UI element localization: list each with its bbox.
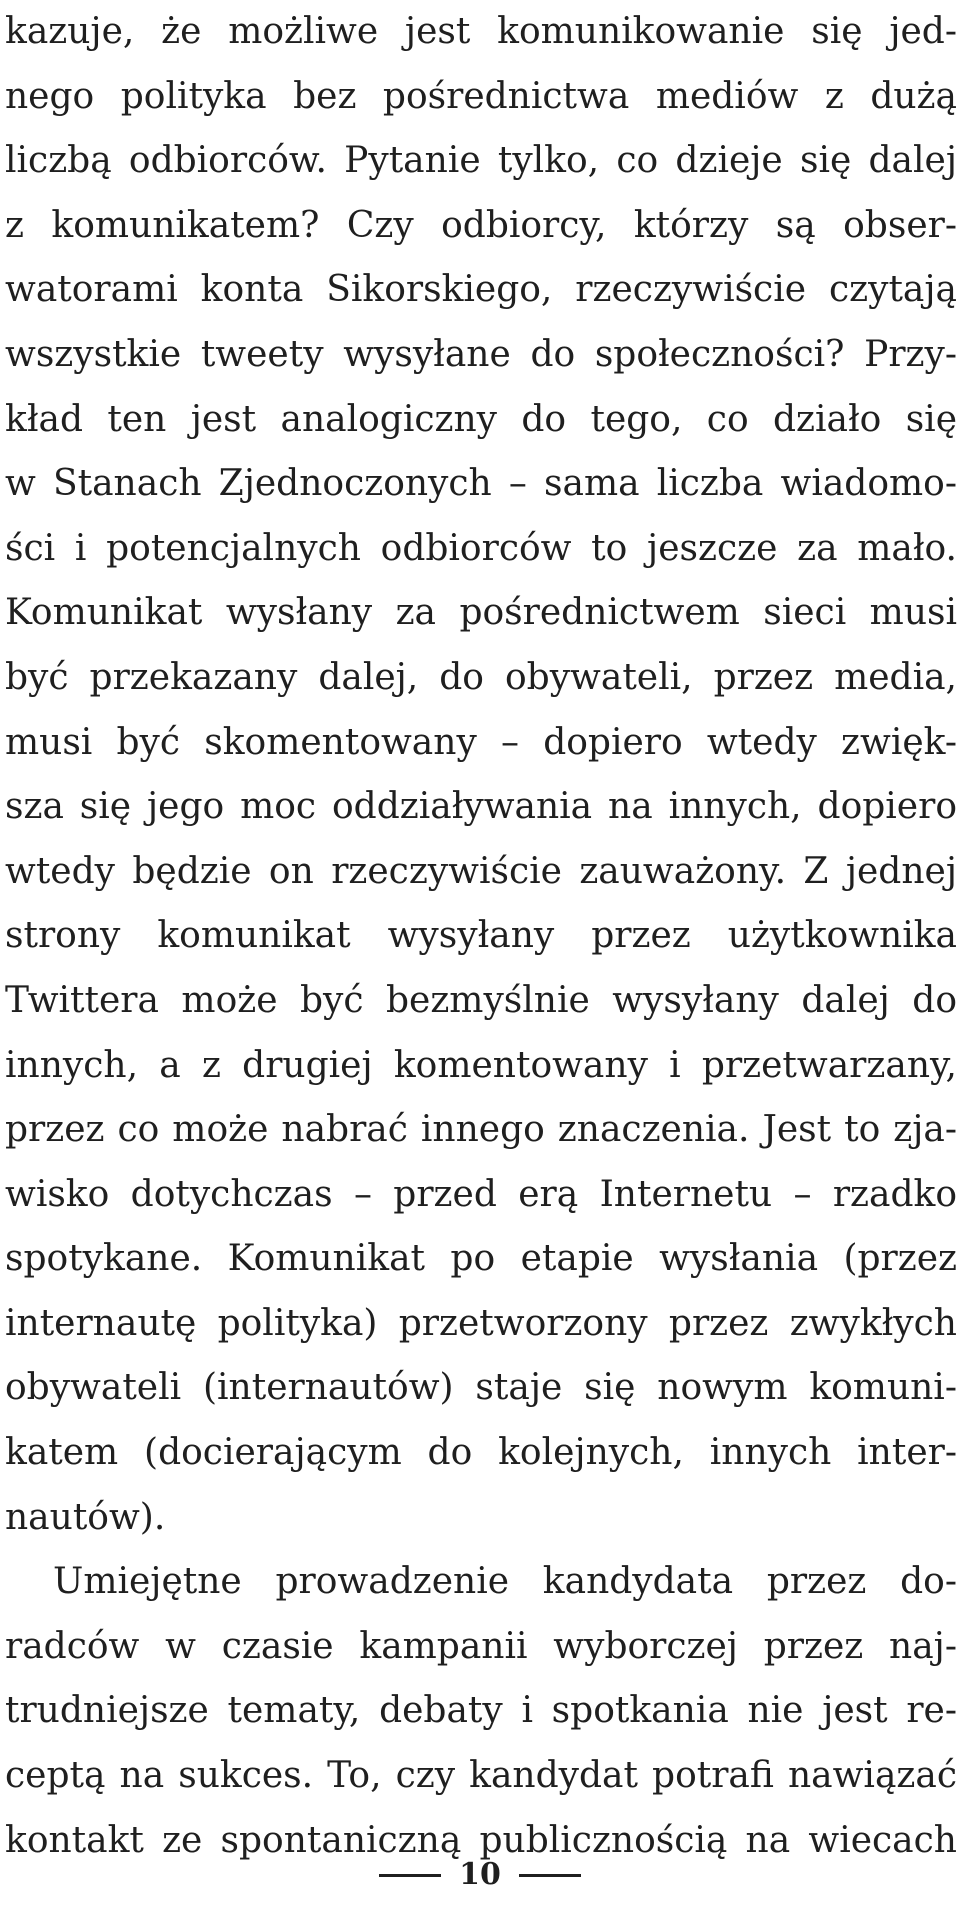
text-line: przez co może nabrać innego znaczenia. Jest to zja- [5, 1109, 957, 1151]
text-line: kład ten jest analogiczny do tego, co działo się [5, 398, 957, 440]
text-line: ceptą na sukces. To, czy kandydat potrafi nawiązać [5, 1755, 957, 1797]
text-line: Komunikat wysłany za pośrednictwem sieci musi [5, 592, 957, 634]
page-number: 10 [459, 1857, 501, 1892]
text-line: kazuje, że możliwe jest komunikowanie się jed- [5, 11, 957, 52]
text-line: strony komunikat wysyłany przez użytkownika [5, 915, 957, 957]
text-line: internautę polityka) przetworzony przez zwykłych [5, 1302, 957, 1344]
text-line: wtedy będzie on rzeczywiście zauważony. Z jednej [5, 850, 957, 892]
text-line: ści i potencjalnych odbiorców to jeszcze za mało. [5, 527, 957, 569]
text-line: spotykane. Komunikat po etapie wysłania (przez [5, 1238, 957, 1280]
text-line: innych, a z drugiej komentowany i przetwarzany, [5, 1044, 957, 1086]
text-line: wisko dotychczas – przed erą Internetu – rzadko [5, 1173, 957, 1215]
text-line: nego polityka bez pośrednictwa mediów z dużą [5, 75, 957, 117]
page-folio [0, 1850, 960, 1900]
text-line: Umiejętne prowadzenie kandydata przez do- [53, 1561, 957, 1603]
paragraph-1 [5, 0, 957, 1550]
text-line: wszystkie tweety wysyłane do społeczności? Przy- [5, 333, 957, 375]
text-line: nautów). [5, 1496, 166, 1538]
text-line: sza się jego moc oddziaływania na innych, dopiero [5, 786, 957, 828]
body-text [5, 0, 957, 1873]
text-line: obywateli (internautów) staje się nowym komuni- [5, 1367, 957, 1409]
text-line: musi być skomentowany – dopiero wtedy zwięk- [5, 721, 957, 763]
paragraph-2 [5, 1550, 957, 1873]
folio-rule-right [519, 1874, 581, 1877]
text-line: z komunikatem? Czy odbiorcy, którzy są obser- [5, 204, 957, 246]
folio-rule-left [379, 1874, 441, 1877]
text-line: radców w czasie kampanii wyborczej przez naj- [5, 1625, 957, 1667]
text-line: liczbą odbiorców. Pytanie tylko, co dzieje się dalej [5, 140, 957, 182]
text-line: być przekazany dalej, do obywateli, przez media, [5, 656, 957, 698]
text-line: watorami konta Sikorskiego, rzeczywiście czytają [5, 269, 957, 311]
text-line: w Stanach Zjednoczonych – sama liczba wiadomo- [5, 463, 957, 505]
text-line: trudniejsze tematy, debaty i spotkania nie jest re- [5, 1690, 957, 1732]
text-line: Twittera może być bezmyślnie wysyłany dalej do [5, 979, 957, 1021]
text-line: katem (docierającym do kolejnych, innych inter- [5, 1432, 957, 1474]
text-line: kontakt ze spontaniczną publicznością na wiecach [5, 1819, 957, 1861]
